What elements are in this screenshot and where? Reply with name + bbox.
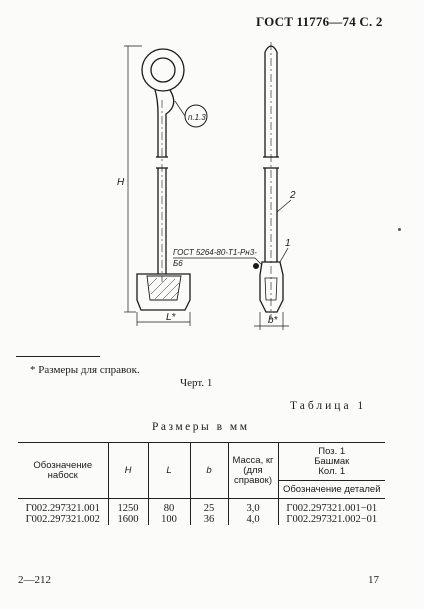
dim-L-label: L* bbox=[166, 312, 176, 323]
col-pos1: Поз. 1 bbox=[318, 446, 346, 457]
table-row: Г002.297321.002 1600 100 36 4,0 Г002.297321.002−01 bbox=[18, 514, 385, 525]
weld-symbol-tail: Б6 bbox=[173, 259, 183, 268]
shoe-right-view bbox=[260, 262, 283, 312]
col-part-designation: Обозначение деталей bbox=[278, 481, 385, 499]
footnote-rule bbox=[16, 356, 100, 357]
shoe-left-view bbox=[137, 274, 190, 310]
page-number: 17 bbox=[368, 574, 379, 586]
col-qty: Кол. 1 bbox=[278, 467, 385, 481]
col-H: H bbox=[108, 443, 148, 499]
hook-eye-outer bbox=[142, 49, 184, 91]
hook-eye-inner bbox=[151, 58, 175, 82]
col-shoe: Башмак bbox=[314, 456, 350, 467]
scan-mark bbox=[398, 228, 401, 231]
position-2-label: 2 bbox=[290, 190, 296, 201]
dimensions-caption: Размеры в мм bbox=[152, 421, 250, 433]
hook-neck bbox=[166, 90, 174, 120]
dim-b-label: b* bbox=[268, 315, 278, 326]
dim-H-label: H bbox=[117, 177, 125, 188]
col-mass: Масса, кг (для справок) bbox=[228, 443, 278, 499]
table-label: Таблица 1 bbox=[290, 400, 367, 412]
col-designation: Обозначение набоск bbox=[18, 443, 108, 499]
footnote: * Размеры для справок. bbox=[30, 364, 140, 376]
col-b: b bbox=[190, 443, 228, 499]
page-header: ГОСТ 11776—74 С. 2 bbox=[256, 14, 383, 29]
table-row: Г002.297321.001 1250 80 25 3,0 Г002.297321.001−01 bbox=[18, 499, 385, 515]
col-L: L bbox=[148, 443, 190, 499]
callout-clause: п.1.3 bbox=[188, 113, 206, 122]
position-1-label: 1 bbox=[285, 238, 291, 249]
print-code: 2—212 bbox=[18, 574, 51, 586]
figure-caption: Черт. 1 bbox=[180, 377, 213, 389]
weld-symbol: ГОСТ 5264-80-Т1-Рн3- bbox=[173, 248, 257, 257]
dimensions-table bbox=[18, 442, 385, 525]
